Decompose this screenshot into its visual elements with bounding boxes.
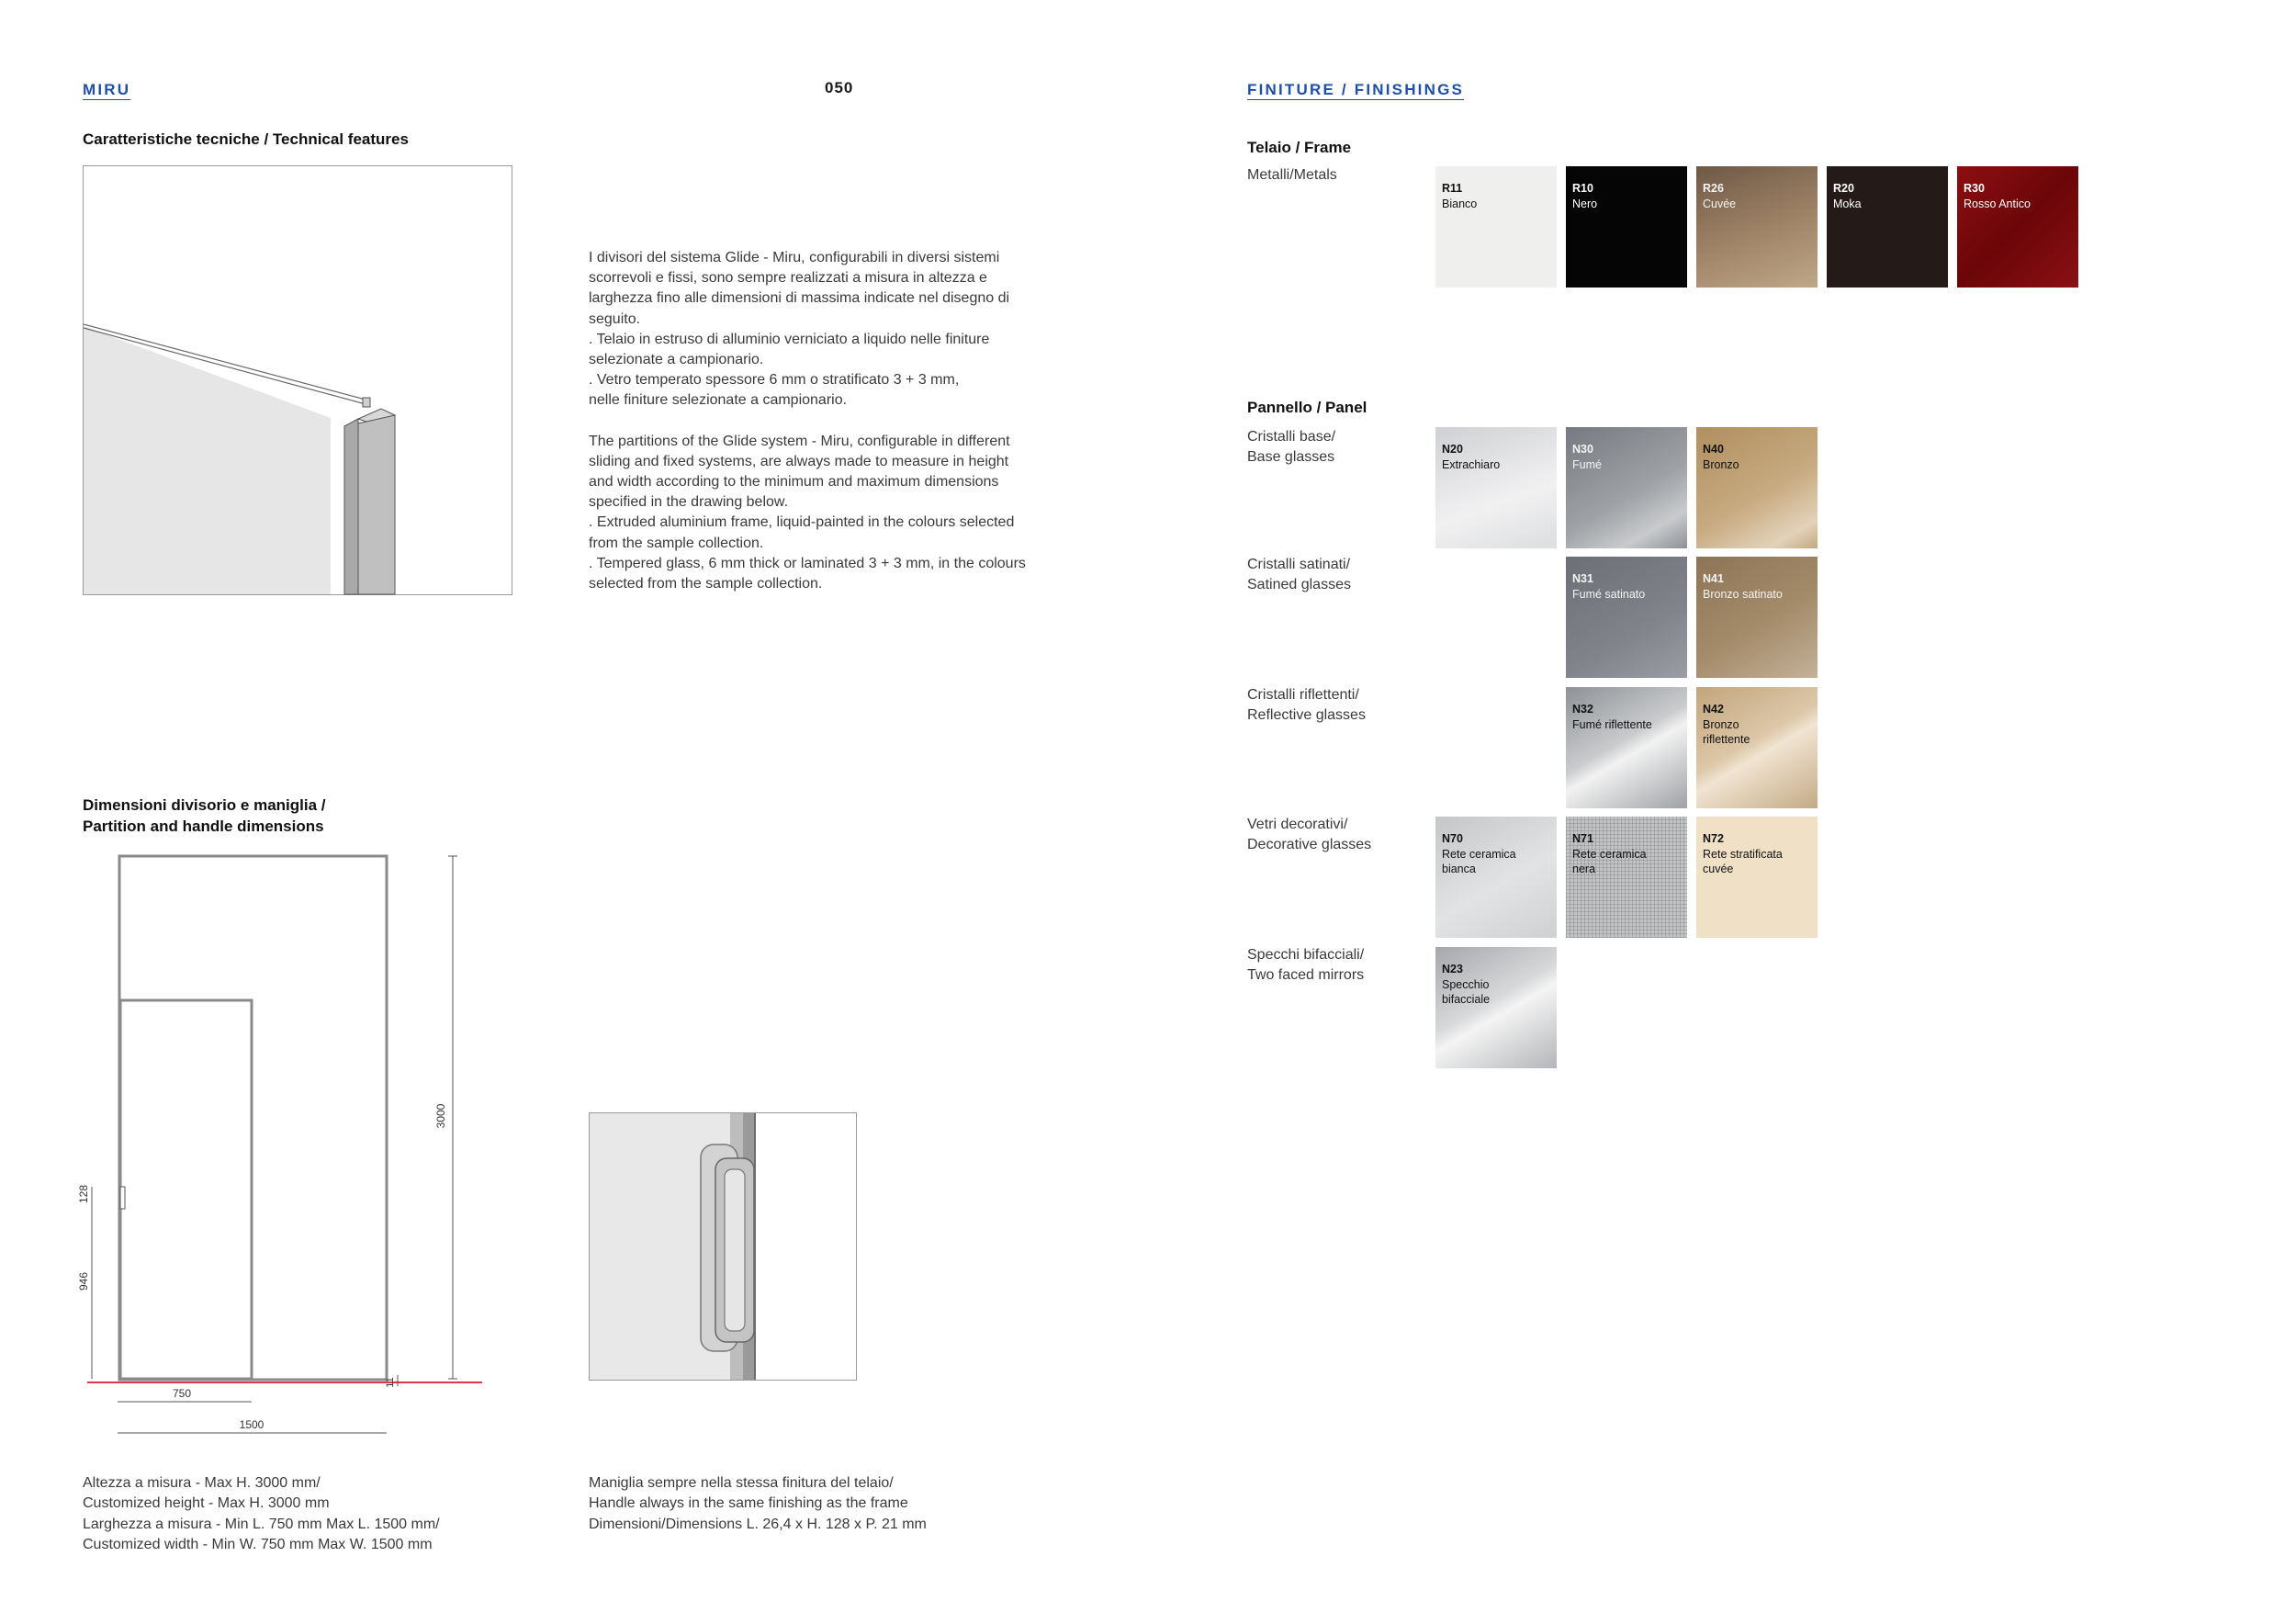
swatch-name: Bianco <box>1442 197 1478 210</box>
partition-dimension-drawing <box>64 840 496 1447</box>
swatch-code: N70 <box>1442 832 1463 845</box>
swatch-code: N31 <box>1572 572 1593 585</box>
dimension-caption-right <box>589 1473 927 1535</box>
decorative-glasses-label: Vetri decorativi/ Decorative glasses <box>1247 817 1372 852</box>
swatch-n32[interactable] <box>1566 687 1687 808</box>
swatch-r10[interactable] <box>1566 166 1687 288</box>
swatch-code: N41 <box>1703 572 1724 585</box>
caption-left-line: Larghezza a misura - Min L. 750 mm Max L. 1500 mm/ <box>83 1516 440 1532</box>
dimension-handle-height-label: 128 <box>77 1184 90 1204</box>
reflective-glasses-label: Cristalli riflettenti/ Reflective glasses <box>1247 687 1366 723</box>
swatch-r30[interactable] <box>1957 166 2078 288</box>
caption-left-line: Customized width - Min W. 750 mm Max W. 1500 mm <box>83 1536 433 1552</box>
caption-right-line: Maniglia sempre nella stessa finitura del telaio/ <box>589 1475 894 1491</box>
handle-illustration <box>589 1112 857 1381</box>
dimension-handle-position-label: 946 <box>77 1271 90 1291</box>
swatch-code: N40 <box>1703 443 1724 456</box>
page-number: 050 <box>825 79 854 96</box>
swatch-name: Rete stratificata cuvée <box>1703 847 1783 875</box>
swatch-n30[interactable] <box>1566 427 1687 548</box>
swatch-name: Fumé <box>1572 457 1602 471</box>
satined-glasses-label: Cristalli satinati/ Satined glasses <box>1247 557 1351 592</box>
description-english: The partitions of the Glide system - Miru, configurable in different sliding and fixed systems, are always made to measure in height and width according to the minimum and maximum dimensions specified in the drawing below. . Extruded aluminium frame, liquid-painted in the colours selected from the sample collection. . Tempered glass, 6 mm thick or laminated 3 + 3 mm, in the colours selected from the sample collection. <box>589 433 1026 592</box>
swatch-code: N42 <box>1703 703 1724 716</box>
swatch-n40[interactable] <box>1696 427 1818 548</box>
description-italian: I divisori del sistema Glide - Miru, configurabili in diversi sistemi scorrevoli e fissi, sono sempre realizzati a misura in altezza e larghezza fino alle dimensioni di massima indicate nel disegno di seguito. . Telaio in estruso di alluminio verniciato a liquido nelle finiture selezionate a campionario. . Vetro temperato spessore 6 mm o stratificato 3 + 3 mm, nelle finiture selezionate a campionario. <box>589 250 1010 409</box>
swatch-n20[interactable] <box>1435 427 1557 548</box>
swatch-n41[interactable] <box>1696 557 1818 678</box>
swatch-name: Bronzo satinato <box>1703 587 1783 601</box>
base-glasses-label: Cristalli base/ Base glasses <box>1247 429 1336 465</box>
swatch-code: N30 <box>1572 443 1593 456</box>
dimension-total-width-label: 1500 <box>239 1418 264 1431</box>
frame-title: Telaio / Frame <box>1247 139 1352 156</box>
swatch-code: R11 <box>1442 182 1463 195</box>
dimensions-title-line2: Partition and handle dimensions <box>83 818 324 835</box>
dimensions-title <box>83 795 326 837</box>
swatch-code: N23 <box>1442 963 1463 976</box>
dimension-floor-label: 11 <box>385 1377 396 1388</box>
swatch-name: Fumé satinato <box>1572 587 1646 601</box>
two-faced-mirrors-label: Specchi bifacciali/ Two faced mirrors <box>1247 947 1365 983</box>
brand-title: MIRU <box>83 81 131 98</box>
swatch-r26[interactable] <box>1696 166 1818 288</box>
swatch-name: Fumé riflettente <box>1572 717 1652 731</box>
swatch-n70[interactable] <box>1435 817 1557 938</box>
swatch-code: R26 <box>1703 182 1724 195</box>
swatch-code: R10 <box>1572 182 1593 195</box>
swatch-n31[interactable] <box>1566 557 1687 678</box>
technical-description <box>589 248 1103 615</box>
swatch-n71[interactable] <box>1566 817 1687 938</box>
caption-right-line: Handle always in the same finishing as the frame <box>589 1495 908 1512</box>
swatch-code: N32 <box>1572 703 1593 716</box>
swatch-name: Nero <box>1572 197 1598 210</box>
dimensions-title-line1: Dimensioni divisorio e maniglia / <box>83 796 326 814</box>
panel-title: Pannello / Panel <box>1247 399 1367 416</box>
swatch-name: Moka <box>1833 197 1862 210</box>
metals-label: Metalli/Metals <box>1247 167 1337 183</box>
swatch-code: N71 <box>1572 832 1593 845</box>
swatch-code: N20 <box>1442 443 1463 456</box>
dimension-height-label: 3000 <box>434 1103 447 1129</box>
swatch-name: Specchio bifacciale <box>1442 977 1491 1006</box>
swatch-n72[interactable] <box>1696 817 1818 938</box>
technical-features-title: Caratteristiche tecniche / Technical features <box>83 130 409 148</box>
dimension-door-width-label: 750 <box>172 1387 192 1400</box>
caption-left-line: Altezza a misura - Max H. 3000 mm/ <box>83 1475 321 1491</box>
caption-right-line: Dimensioni/Dimensions L. 26,4 x H. 128 x P. 21 mm <box>589 1516 927 1532</box>
swatch-n23[interactable] <box>1435 947 1557 1068</box>
dimension-caption-left <box>83 1473 440 1555</box>
swatch-code: R30 <box>1964 182 1985 195</box>
swatch-name: Rete ceramica nera <box>1572 847 1647 875</box>
finishings-title: FINITURE / FINISHINGS <box>1247 81 1465 98</box>
swatch-r20[interactable] <box>1827 166 1948 288</box>
swatch-name: Rete ceramica bianca <box>1442 847 1516 875</box>
swatch-name: Bronzo riflettente <box>1703 717 1750 746</box>
swatch-name: Cuvée <box>1703 197 1737 210</box>
swatch-name: Bronzo <box>1703 457 1739 471</box>
swatch-n42[interactable] <box>1696 687 1818 808</box>
swatch-r11[interactable] <box>1435 166 1557 288</box>
swatch-code: R20 <box>1833 182 1854 195</box>
swatch-name: Extrachiaro <box>1442 457 1501 471</box>
swatch-code: N72 <box>1703 832 1724 845</box>
caption-left-line: Customized height - Max H. 3000 mm <box>83 1495 330 1512</box>
technical-illustration <box>83 165 512 595</box>
swatch-name: Rosso Antico <box>1964 197 2031 210</box>
